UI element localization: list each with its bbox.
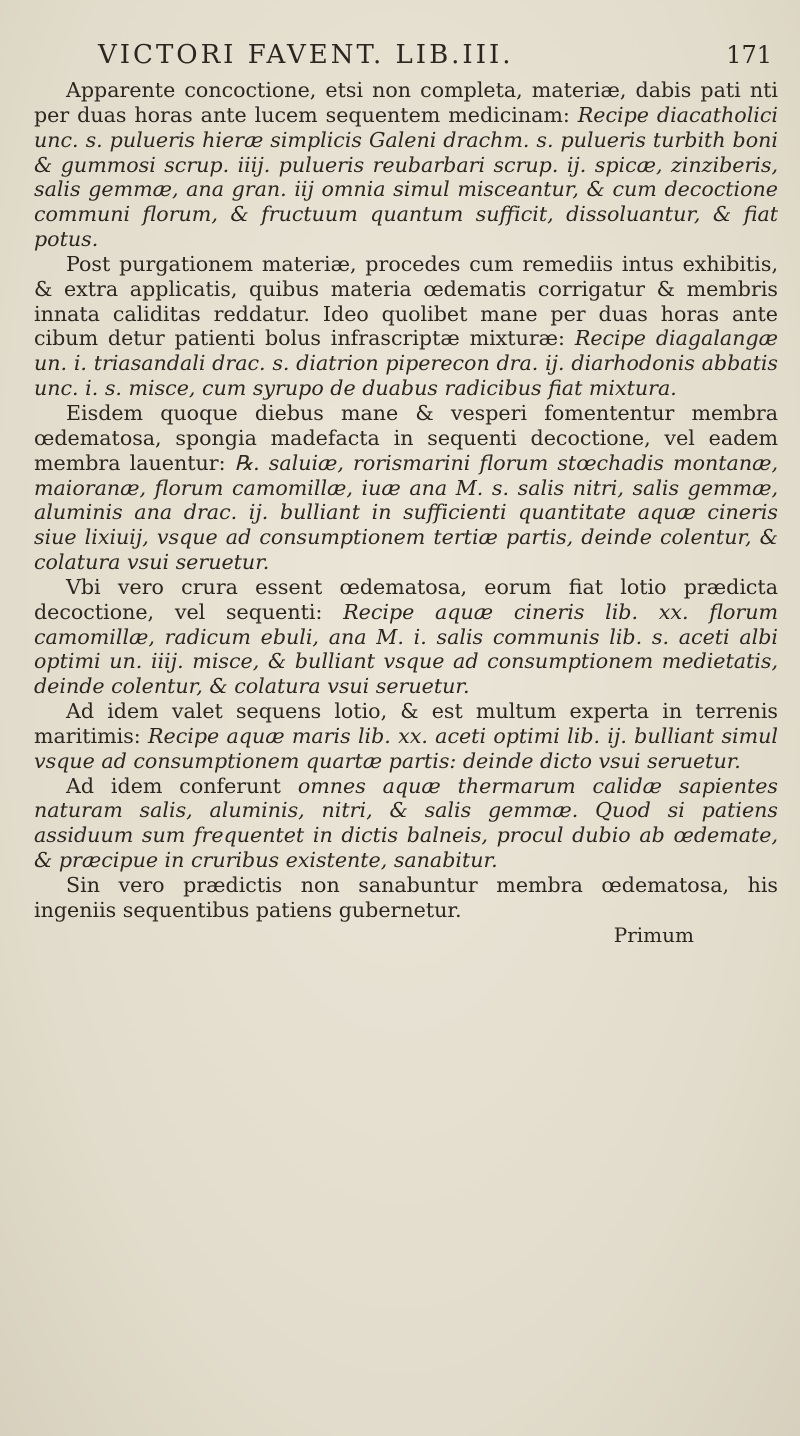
page-number: 171 [726,41,772,69]
paragraph [34,401,778,575]
paragraph [34,774,778,873]
text-run: Post purgationem materiæ, procedes cum remediis intus exhibitis, & extra applicatis, quibus materia œdematis corrigatur & membris innata caliditas reddatur. Ideo quolibet mane per duas horas ante cibum detur patienti bolus infrascriptæ mixturæ: [34,251,778,351]
text-run: Eisdem quoque diebus mane & vesperi fomententur membra œdematosa, spongia madefacta in sequenti decoctione, vel eadem membra lauentur: [34,400,778,475]
italic-run: omnes aquæ thermarum calidæ sapientes naturam salis, aluminis, nitri, & salis gemmæ. Quod si patiens assiduum sum frequentet in dictis balneis, procul dubio ab œdemate, & præcipue in cruribus existente, sanabitur. [34,773,778,873]
paragraph [34,575,778,699]
catchword: Primum [613,922,694,947]
italic-run: ℞. saluiæ, rorismarini florum stœchadis montanæ, maioranæ, florum camomillæ, iuæ ana M. s. salis nitri, salis gemmæ, aluminis ana drac. ij. bulliant in sufficienti quantitate aquæ cineris siue lixiuij, vsque ad consumptionem tertiæ partis, deinde colentur, & colatura vsui seruetur. [34,450,778,575]
italic-run: Recipe diacatholici unc. s. pulueris hieræ simplicis Galeni drachm. s. pulueris turbith boni & gummosi scrup. iiij. pulueris reubarbari scrup. ij. spicæ, zinziberis, salis gemmæ, ana gran. iij omnia simul misceantur, & cum decoctione communi florum, & fructuum quantum sufficit, dissoluantur, & fiat potus. [34,102,778,252]
running-title: VICTORI FAVENT. LIB.III. [98,40,514,70]
paragraph [34,873,778,923]
text-run: Sin vero prædictis non sanabuntur membra œdematosa, his ingeniis sequentibus patiens gubernetur. [34,873,778,922]
text-run: Ad idem conferunt [66,773,298,798]
text-run: Apparente concoctione, etsi non completa, materiæ, dabis pati nti per duas horas ante lucem sequentem medicinam: [34,78,778,127]
text-run: Ad idem valet sequens lotio, & est multum experta in terrenis maritimis: [34,699,778,748]
italic-run: Recipe diagalangæ un. i. triasandali drac. s. diatrion piperecon dra. ij. diarhodonis abbatis unc. i. s. misce, cum syrupo de duabus radicibus fiat mixtura. [34,326,779,401]
italic-run: Recipe aquæ maris lib. xx. aceti optimi lib. ij. bulliant simul vsque ad consumptionem quartæ partis: deinde dicto vsui seruetur. [34,723,779,773]
italic-run: Recipe aquæ cineris lib. xx. florum camomillæ, radicum ebuli, ana M. i. salis communis lib. s. aceti albi optimi un. iiij. misce, & bulliant vsque ad consumptionem medietatis, deinde colentur, & colatura vsui seruetur. [34,599,779,699]
running-head [98,40,778,70]
body-text [34,78,778,923]
paragraph [34,699,778,774]
paragraph [34,252,778,401]
paragraph [34,78,778,252]
text-run: Vbi vero crura essent œdematosa, eorum fiat lotio prædicta decoctione, vel sequenti: [34,574,778,624]
